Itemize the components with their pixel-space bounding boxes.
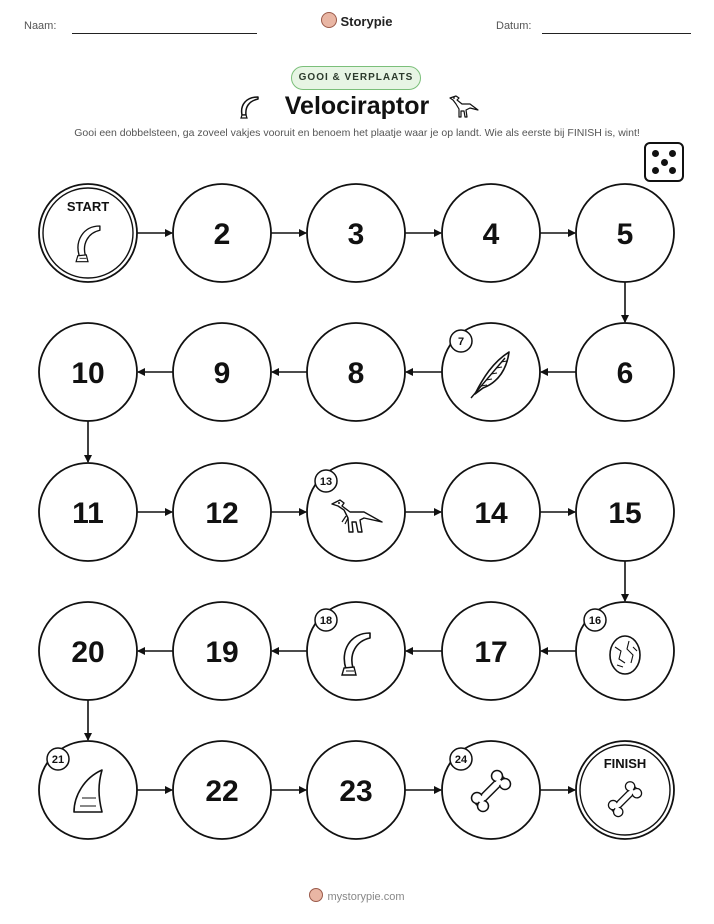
board-space-17 [442,602,540,700]
board-space-22 [173,741,271,839]
space-number: 12 [205,497,239,530]
space-number: 6 [616,357,634,390]
space-number: 10 [71,357,105,390]
space-number: 20 [71,636,105,669]
instructions: Gooi een dobbelsteen, ga zoveel vakjes vooruit en benoem het plaatje waar je op landt. Wie als eerste bij FINISH is, wint! [74,127,640,139]
space-number: 24 [454,754,468,766]
board-space-12 [173,463,271,561]
board-space-9 [173,323,271,421]
space-number: 9 [213,357,231,390]
brand-name: Storypie [340,14,393,29]
board-space-6 [576,323,674,421]
space-number: 21 [51,754,65,766]
space-number: 5 [616,218,634,251]
board-space-4 [442,184,540,282]
space-number: 13 [319,476,333,488]
space-number: 17 [474,636,508,669]
space-number: 4 [482,218,500,251]
board-space-14 [442,463,540,561]
board-space-23 [307,741,405,839]
board-space-20 [39,602,137,700]
board-space-13 [307,463,405,561]
board-space-1 [39,184,137,282]
board-space-11 [39,463,137,561]
footer-url: mystorypie.com [327,891,405,903]
space-number: 14 [474,497,508,530]
space-number: 19 [205,636,239,669]
egg-icon [610,636,640,674]
space-number: 2 [213,218,231,251]
space-number: 18 [319,615,333,627]
board-space-10 [39,323,137,421]
space-number: 23 [339,775,373,808]
board-space-8 [307,323,405,421]
space-number: 15 [608,497,642,530]
board-space-16 [576,602,674,700]
page-title: Velociraptor [284,92,430,120]
board-space-2 [173,184,271,282]
board-space-3 [307,184,405,282]
space-number: 16 [588,615,602,627]
board-space-15 [576,463,674,561]
board-space-5 [576,184,674,282]
space-number: 3 [347,218,365,251]
space-number: 8 [347,357,365,390]
board-space-7 [442,323,540,421]
name-label: Naam: [24,20,57,32]
board-space-19 [173,602,271,700]
space-number: 11 [72,497,104,530]
date-label: Datum: [496,20,532,32]
bear-icon [309,888,323,902]
space-number: 7 [457,336,465,348]
board-space-label: FINISH [603,756,647,771]
space-number: 22 [205,775,239,808]
board-space-25 [576,741,674,839]
board-space-21 [39,741,137,839]
game-type-badge: GOOI & VERPLAATS [291,66,421,90]
board-space-24 [442,741,540,839]
board-space-18 [307,602,405,700]
footer [0,888,714,903]
board-space-label: START [66,199,110,214]
